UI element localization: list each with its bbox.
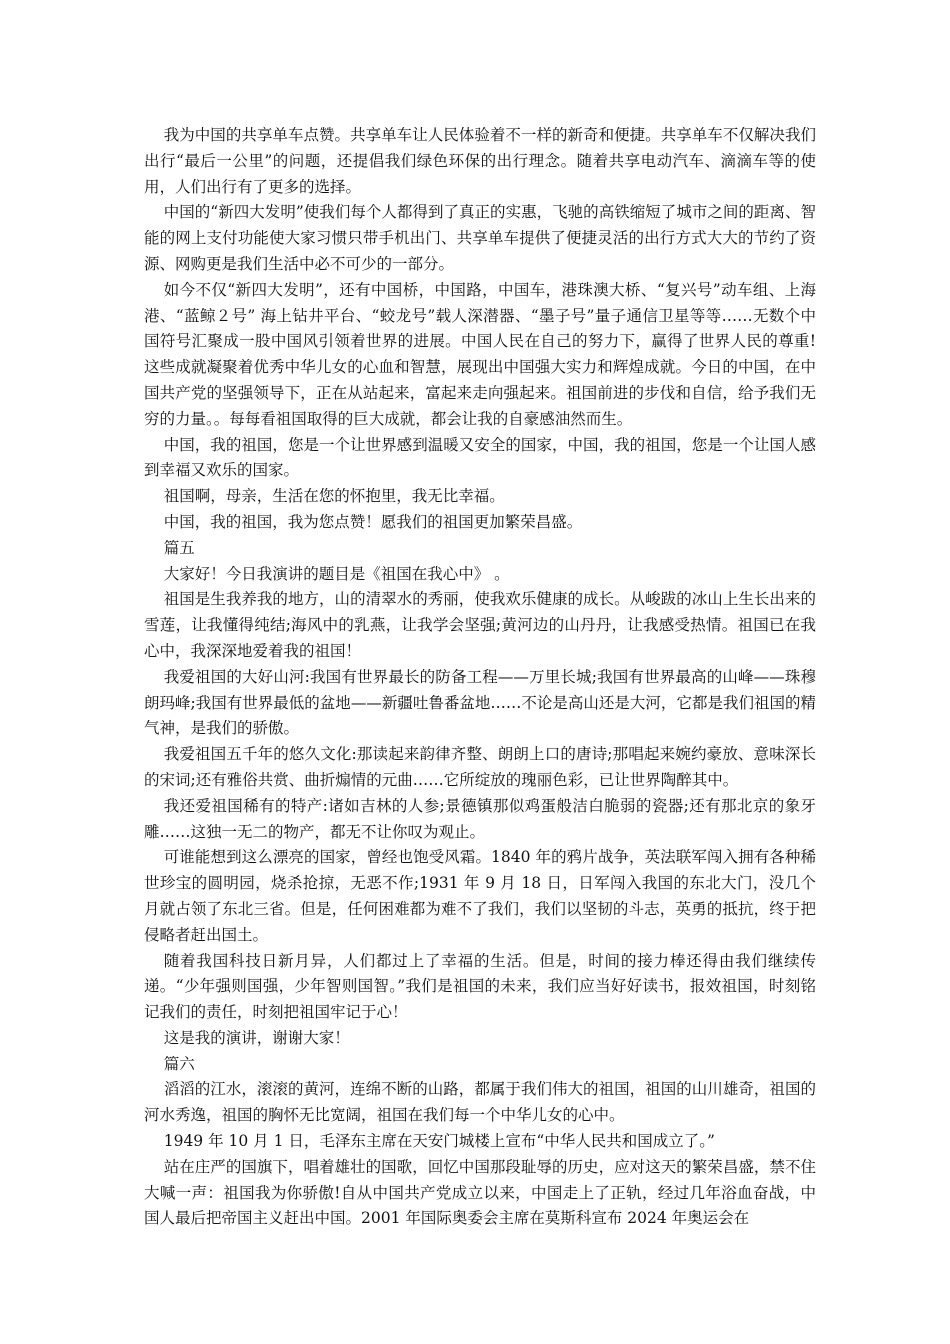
paragraph: 这是我的演讲，谢谢大家！ — [163, 1028, 350, 1047]
paragraph: 滔滔的江水，滚滚的黄河，连绵不断的山路，都属于我们伟大的祖国，祖国的山川雄奇，祖国的河水秀逸，祖国的胸怀无比宽阔，祖国在我们每一个中华儿女的心中。 — [144, 1080, 816, 1125]
paragraph: 中国，我的祖国，我为您点赞！愿我们的祖国更加繁荣昌盛。 — [163, 512, 583, 531]
paragraph: 如今不仅“新四大发明”，还有中国桥，中国路，中国车，港珠澳大桥、“复兴号”动车组、上海港、“蓝鲸２号” 海上钻井平台、“蛟龙号”载人深潜器、“墨子号”量子通信卫星等等……无数个中国符号汇聚成一股中国风引领着世界的进展。中国人民在自己的努力下，赢得了世界人民的尊重!这些成就凝聚着优秀中华儿女的心血和智慧，展现出中国强大实力和辉煌成就。今日的中国，在中国共产党的坚强领导下，正在从站起来，富起来走向强起来。祖国前进的步伐和自信，给予我们无穷的力量。。每每看祖国取得的巨大成就，都会让我的自豪感油然而生。 — [144, 280, 816, 428]
paragraph: 祖国啊，母亲，生活在您的怀抱里，我无比幸福。 — [163, 487, 505, 506]
document-body — [144, 123, 816, 1232]
paragraph: 我爱祖国五千年的悠久文化:那读起来韵律齐整、朗朗上口的唐诗;那唱起来婉约豪放、意味深长的宋词;还有雅俗共赏、曲折煽情的元曲……它所绽放的瑰丽色彩，已让世界陶醉其中。 — [144, 745, 816, 789]
paragraph: 1949 年 10 月 1 日，毛泽东主席在天安门城楼上宣布“中华人民共和国成立了。” — [163, 1132, 715, 1151]
paragraph: 我还爱祖国稀有的特产:诸如吉林的人参;景德镇那似鸡蛋般洁白脆弱的瓷器;还有那北京的象牙雕……这独一无二的物产，都无不让你叹为观止。 — [144, 796, 816, 841]
paragraph: 中国，我的祖国，您是一个让世界感到温暖又安全的国家，中国，我的祖国，您是一个让国人感到幸福又欢乐的国家。 — [144, 435, 816, 480]
paragraph: 大家好！今日我演讲的题目是《祖国在我心中》 。 — [163, 564, 510, 583]
paragraph: 可谁能想到这么漂亮的国家，曾经也饱受风霜。1840 年的鸦片战争，英法联军闯入拥有各种稀世珍宝的圆明园，烧杀抢掠，无恶不作;1931 年 9 月 18 日，日军闯入我国的东北大门，没几个月就占领了东北三省。但是，任何困难都为难不了我们，我们以坚韧的斗志，英勇的抵抗，终于把侵略者赶出国土。 — [144, 848, 816, 944]
paragraph: 站在庄严的国旗下，唱着雄壮的国歌，回忆中国那段耻辱的历史，应对这天的繁荣昌盛，禁不住大喊一声：祖国我为你骄傲!自从中国共产党成立以来，中国走上了正轨，经过几年浴血奋战，中国人最后把帝国主义赶出中国。2001 年国际奥委会主席在莫斯科宣布 2024 年奥运会在 — [144, 1157, 816, 1228]
paragraph: 我爱祖国的大好山河:我国有世界最长的防备工程——万里长城;我国有世界最高的山峰——珠穆朗玛峰;我国有世界最低的盆地——新疆吐鲁番盆地……不论是高山还是大河，它都是我们祖国的精气神，是我们的骄傲。 — [144, 667, 816, 738]
section-heading: 篇五 — [163, 538, 195, 557]
paragraph: 我为中国的共享单车点赞。共享单车让人民体验着不一样的新奇和便捷。共享单车不仅解决我们出行“最后一公里”的问题，还提倡我们绿色环保的出行理念。随着共享电动汽车、滴滴车等的使用，人们出行有了更多的选择。 — [144, 126, 816, 196]
paragraph: 中国的“新四大发明”使我们每个人都得到了真正的实惠，飞驰的高铁缩短了城市之间的距离、智能的网上支付功能使大家习惯只带手机出门、共享单车提供了便捷灵活的出行方式大大的节约了资源、网购更是我们生活中必不可少的一部分。 — [144, 203, 816, 273]
paragraph: 祖国是生我养我的地方，山的清翠水的秀丽，使我欢乐健康的成长。从峻跋的冰山上生长出来的雪莲，让我懂得纯结;海风中的乳燕，让我学会坚强;黄河边的山丹丹，让我感受热情。祖国已在我心中，我深深地爱着我的祖国！ — [144, 590, 816, 660]
paragraph: 随着我国科技日新月异，人们都过上了幸福的生活。但是，时间的接力棒还得由我们继续传递。“少年强则国强，少年智则国智。”我们是祖国的未来，我们应当好好读书，报效祖国，时刻铭记我们的责任，时刻把祖国牢记于心！ — [144, 951, 816, 1022]
section-heading: 篇六 — [163, 1054, 195, 1073]
